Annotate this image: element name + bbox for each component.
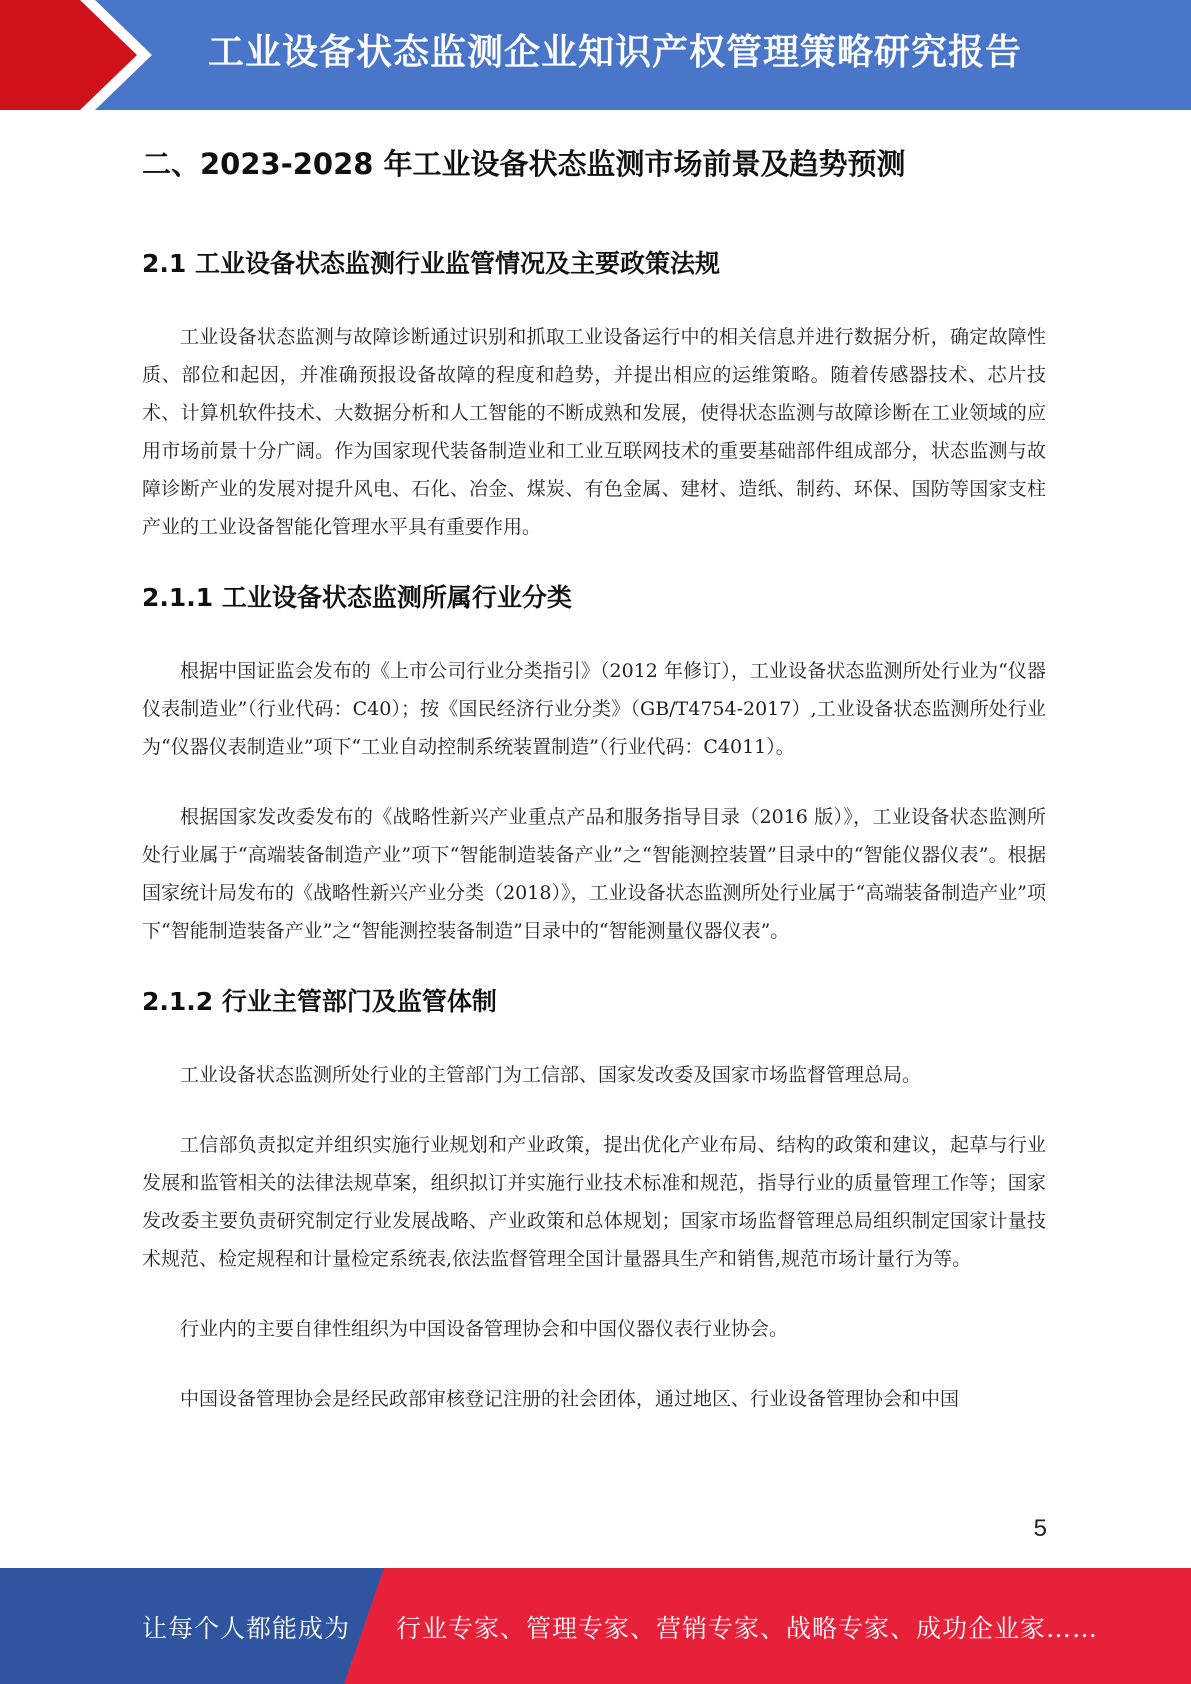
chapter-title: 二、2023-2028 年工业设备状态监测市场前景及趋势预测 [142,147,906,181]
report-title: 工业设备状态监测企业知识产权管理策略研究报告 [208,32,1023,73]
footer-slogan-left: 让每个人都能成为 [142,1614,351,1643]
footer-slogan-right: 行业专家、管理专家、营销专家、战略专家、成功企业家…… [396,1614,1099,1643]
header-chevron-decoration [0,0,160,110]
document-body [142,128,1046,1418]
paragraph: 工业设备状态监测所处行业的主管部门为工信部、国家发改委及国家市场监督管理总局。 [180,1064,922,1086]
paragraph: 工业设备状态监测与故障诊断通过识别和抓取工业设备运行中的相关信息并进行数据分析，确定故障性质、部位和起因，并准确预报设备故障的程度和趋势，并提出相应的运维策略。随着传感器技术、芯片技术、计算机软件技术、大数据分析和人工智能的不断成熟和发展，使得状态监测与故障诊断在工业领域的应用市场前景十分广阔。作为国家现代装备制造业和工业互联网技术的重要基础部件组成部分，状态监测与故障诊断产业的发展对提升风电、石化、冶金、煤炭、有色金属、建材、造纸、制药、环保、国防等国家支柱产业的工业设备智能化管理水平具有重要作用。 [142,326,1046,538]
report-footer [0,1568,1191,1684]
paragraph: 根据国家发改委发布的《战略性新兴产业重点产品和服务指导目录（2016 版）》，工业设备状态监测所处行业属于“高端装备制造产业”项下“智能制造装备产业”之“智能测控装置”目录中的“智能仪器仪表”。根据国家统计局发布的《战略性新兴产业分类（2018）》，工业设备状态监测所处行业属于“高端装备制造产业”项下“智能制造装备产业”之“智能测控装备制造”目录中的“智能测量仪器仪表”。 [142,806,1046,942]
report-header [0,0,1191,110]
section-title-2-1-2: 2.1.2 行业主管部门及监管体制 [142,987,497,1016]
paragraph: 工信部负责拟定并组织实施行业规划和产业政策，提出优化产业布局、结构的政策和建议，起草与行业发展和监管相关的法律法规草案，组织拟订并实施行业技术标准和规范，指导行业的质量管理工作等；国家发改委主要负责研究制定行业发展战略、产业政策和总体规划；国家市场监督管理总局组织制定国家计量技术规范、检定规程和计量检定系统表,依法监督管理全国计量器具生产和销售,规范市场计量行为等。 [142,1134,1046,1270]
paragraph: 中国设备管理协会是经民政部审核登记注册的社会团体，通过地区、行业设备管理协会和中国 [180,1388,960,1410]
section-title-2-1-1: 2.1.1 工业设备状态监测所属行业分类 [142,583,572,612]
paragraph: 根据中国证监会发布的《上市公司行业分类指引》（2012 年修订），工业设备状态监测所处行业为“仪器仪表制造业”（行业代码：C40）；按《国民经济行业分类》（GB/T4754-2017）,工业设备状态监测所处行业为“仪器仪表制造业”项下“工业自动控制系统装置制造”（行业代码：C4011）。 [142,660,1046,758]
section-title-2-1: 2.1 工业设备状态监测行业监管情况及主要政策法规 [142,249,720,278]
page-number: 5 [1033,1515,1047,1542]
paragraph: 行业内的主要自律性组织为中国设备管理协会和中国仪器仪表行业协会。 [180,1318,789,1340]
